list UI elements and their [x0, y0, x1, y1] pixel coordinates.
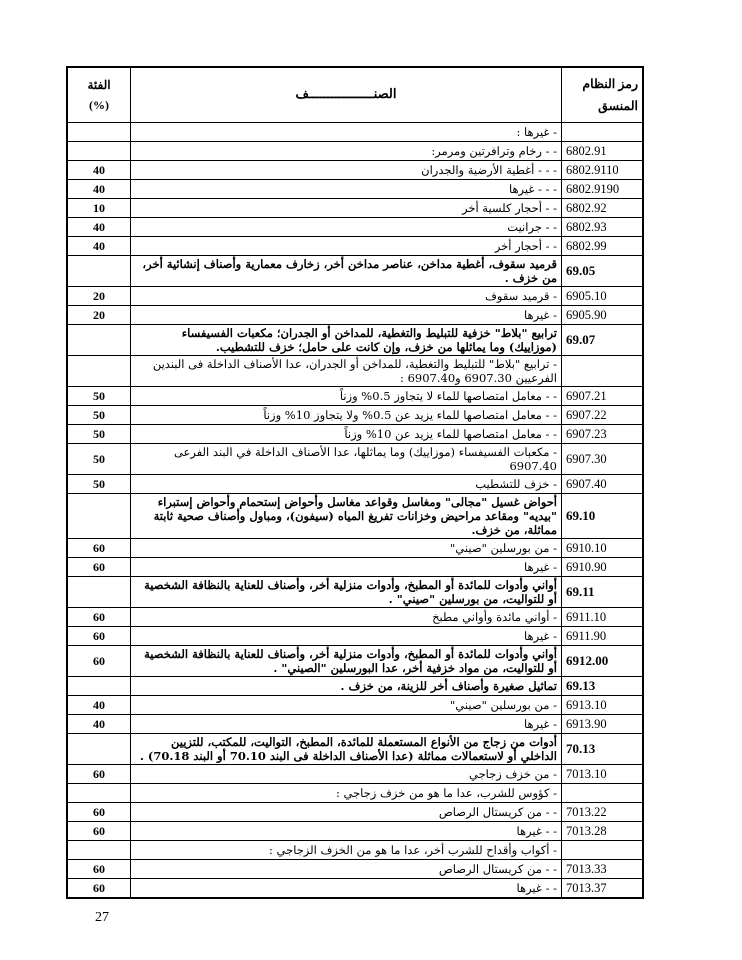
code-cell: 6905.10: [562, 287, 644, 306]
description-cell: - قرميد سقوف: [131, 287, 562, 306]
description-cell: - من بورسلين "صيني": [131, 696, 562, 715]
rate-cell: [67, 841, 131, 860]
rate-cell: 20: [67, 306, 131, 325]
code-column-header: رمز النظام المنسق: [562, 67, 644, 123]
rate-cell: 60: [67, 765, 131, 784]
code-cell: [562, 123, 644, 142]
table-row: [67, 558, 643, 577]
table-body: [67, 123, 643, 899]
description-cell: - غيرها: [131, 306, 562, 325]
code-cell: 6913.10: [562, 696, 644, 715]
code-cell: 6911.90: [562, 627, 644, 646]
description-cell: - - معامل امتصاصها للماء يزيد عن 10% وزناً: [131, 425, 562, 444]
description-cell: - - غيرها: [131, 822, 562, 841]
table-row: [67, 784, 643, 803]
page-number: 27: [95, 910, 109, 925]
code-cell: 6802.92: [562, 199, 644, 218]
description-column-header: الصنـــــــــــــــــف: [131, 67, 562, 123]
code-cell: 6907.21: [562, 387, 644, 406]
code-cell: 6802.91: [562, 142, 644, 161]
description-cell: - - غيرها: [131, 879, 562, 899]
rate-cell: 50: [67, 406, 131, 425]
table-row: [67, 696, 643, 715]
code-cell: 69.11: [562, 577, 644, 608]
code-cell: 6912.00: [562, 646, 644, 677]
code-cell: 6802.93: [562, 218, 644, 237]
table-row: [67, 425, 643, 444]
code-cell: 7013.28: [562, 822, 644, 841]
table-row: [67, 577, 643, 608]
description-cell: قرميد سقوف، أغطية مداخن، عناصر مداخن أخر، زخارف معمارية وأصناف إنشائية أخر، من خزف .: [131, 256, 562, 287]
rate-cell: 60: [67, 646, 131, 677]
rate-cell: [67, 494, 131, 539]
table-row: [67, 860, 643, 879]
table-row: [67, 161, 643, 180]
description-cell: - كؤوس للشرب، عدا ما هو من خزف زجاجي :: [131, 784, 562, 803]
rate-cell: 60: [67, 627, 131, 646]
description-cell: أحواض غسيل "مجالى" ومغاسل وقواعد مغاسل وأحواض إستحمام وأحواض إستبراء "بيديه" ومقاعد مراحيض وخزانات تفريغ المياه (سيفون)، ومباول وأصناف صحية ثابتة مماثلة، من خزف.: [131, 494, 562, 539]
rate-cell: 50: [67, 475, 131, 494]
code-cell: 6802.9190: [562, 180, 644, 199]
table-row: [67, 306, 643, 325]
code-cell: 6802.99: [562, 237, 644, 256]
description-cell: - - من كريستال الرصاص: [131, 860, 562, 879]
code-cell: 6907.22: [562, 406, 644, 425]
rate-cell: 60: [67, 558, 131, 577]
description-cell: - - رخام وترافرتين ومرمر:: [131, 142, 562, 161]
code-cell: 6907.30: [562, 444, 644, 475]
table-row: [67, 494, 643, 539]
code-cell: 6907.23: [562, 425, 644, 444]
description-cell: - من بورسلين "صيني": [131, 539, 562, 558]
description-cell: - غيرها: [131, 558, 562, 577]
code-cell: 6907.40: [562, 475, 644, 494]
table-header-row: [67, 67, 643, 123]
rate-cell: 20: [67, 287, 131, 306]
code-cell: 70.13: [562, 734, 644, 765]
description-cell: - أواني مائدة وأواني مطبخ: [131, 608, 562, 627]
description-cell: - - معامل امتصاصها للماء لا يتجاوز 0.5% وزناً: [131, 387, 562, 406]
code-cell: 69.07: [562, 325, 644, 356]
table-row: [67, 475, 643, 494]
table-row: [67, 218, 643, 237]
code-cell: 6910.10: [562, 539, 644, 558]
code-cell: [562, 784, 644, 803]
rate-cell: [67, 142, 131, 161]
description-cell: - غيرها :: [131, 123, 562, 142]
rate-cell: 40: [67, 161, 131, 180]
table-row: [67, 406, 643, 425]
table-row: [67, 287, 643, 306]
rate-cell: 60: [67, 803, 131, 822]
rate-cell: 50: [67, 444, 131, 475]
code-cell: 6913.90: [562, 715, 644, 734]
code-cell: [562, 356, 644, 387]
description-cell: - من خزف زجاجي: [131, 765, 562, 784]
code-cell: 7013.10: [562, 765, 644, 784]
description-cell: - - - غيرها: [131, 180, 562, 199]
description-cell: - - أحجار كلسية أخر: [131, 199, 562, 218]
table-row: [67, 325, 643, 356]
table-row: [67, 608, 643, 627]
rate-header-label: الفئة: [87, 78, 111, 92]
table-row: [67, 765, 643, 784]
table-row: [67, 539, 643, 558]
description-cell: أواني وأدوات للمائدة أو المطبخ، وأدوات منزلية أخر، وأصناف للعناية بالنظافة الشخصية أو للتواليت، من بورسلين "صيني" .: [131, 577, 562, 608]
table-row: [67, 677, 643, 696]
table-row: [67, 715, 643, 734]
description-cell: - - - أغطية الأرضية والجدران: [131, 161, 562, 180]
table-row: [67, 627, 643, 646]
rate-cell: [67, 677, 131, 696]
rate-cell: 10: [67, 199, 131, 218]
description-cell: - - أحجار أخر: [131, 237, 562, 256]
rate-header-unit: (%): [89, 98, 109, 112]
code-cell: 7013.37: [562, 879, 644, 899]
code-cell: 69.13: [562, 677, 644, 696]
table-row: [67, 803, 643, 822]
rate-cell: 60: [67, 608, 131, 627]
table-row: [67, 142, 643, 161]
code-cell: 6905.90: [562, 306, 644, 325]
table-row: [67, 734, 643, 765]
code-cell: 6910.90: [562, 558, 644, 577]
rate-cell: [67, 734, 131, 765]
table-row: [67, 646, 643, 677]
table-row: [67, 444, 643, 475]
table-row: [67, 879, 643, 899]
code-cell: 6802.9110: [562, 161, 644, 180]
rate-cell: 60: [67, 860, 131, 879]
description-cell: أدوات من زجاج من الأنواع المستعملة للمائدة، المطبخ، التواليت، للمكتب، للتزيين الداخلي أو لاستعمالات مماثلة (عدا الأصناف الداخلة فى البند 70.10 أو البند 70.18) .: [131, 734, 562, 765]
table-row: [67, 256, 643, 287]
table-row: [67, 356, 643, 387]
description-cell: أواني وأدوات للمائدة أو المطبخ، وأدوات منزلية أخر، وأصناف للعناية بالنظافة الشخصية أو للتواليت، من مواد خزفية أخر، عدا البورسلين "الصيني" .: [131, 646, 562, 677]
table-row: [67, 237, 643, 256]
rate-cell: [67, 784, 131, 803]
description-cell: تماثيل صغيرة وأصناف أخر للزينة، من خزف .: [131, 677, 562, 696]
code-cell: 7013.22: [562, 803, 644, 822]
table-row: [67, 822, 643, 841]
rate-cell: 50: [67, 425, 131, 444]
description-cell: - - من كريستال الرصاص: [131, 803, 562, 822]
rate-cell: 50: [67, 387, 131, 406]
description-cell: - غيرها: [131, 627, 562, 646]
description-cell: - أكواب وأقداح للشرب أخر، عدا ما هو من الخزف الزجاجي :: [131, 841, 562, 860]
code-cell: 7013.33: [562, 860, 644, 879]
tariff-table: [66, 66, 644, 899]
rate-cell: [67, 325, 131, 356]
rate-cell: 40: [67, 237, 131, 256]
description-cell: - - جرانيت: [131, 218, 562, 237]
code-cell: 6911.10: [562, 608, 644, 627]
rate-cell: 40: [67, 696, 131, 715]
table-row: [67, 841, 643, 860]
description-cell: ترابيع "بلاط" خزفية للتبليط والتغطية، للمداخن أو الجدران؛ مكعبات الفسيفساء (موزاييك) وما يماثلها من خزف، وإن كانت على حامل؛ خزف للتشطيب.: [131, 325, 562, 356]
table-row: [67, 199, 643, 218]
tariff-page: [66, 66, 644, 899]
table-row: [67, 387, 643, 406]
rate-cell: 60: [67, 879, 131, 899]
rate-cell: [67, 256, 131, 287]
table-row: [67, 123, 643, 142]
rate-cell: 60: [67, 822, 131, 841]
rate-column-header: [67, 67, 131, 123]
rate-cell: 40: [67, 715, 131, 734]
rate-cell: [67, 577, 131, 608]
description-cell: - خزف للتشطيب: [131, 475, 562, 494]
rate-cell: 60: [67, 539, 131, 558]
rate-cell: [67, 123, 131, 142]
table-row: [67, 180, 643, 199]
description-cell: - مكعبات الفسيفساء (موزاييك) وما يماثلها، عدا الأصناف الداخلة في البند الفرعى 6907.40: [131, 444, 562, 475]
code-cell: 69.10: [562, 494, 644, 539]
rate-cell: 40: [67, 218, 131, 237]
description-cell: - ترابيع "بلاط" للتبليط والتغطية، للمداخن أو الجدران، عدا الأصناف الداخلة فى البندين الفرعيين 6907.30 و6907.40 :: [131, 356, 562, 387]
code-cell: 69.05: [562, 256, 644, 287]
description-cell: - - معامل امتصاصها للماء يزيد عن 0.5% ولا يتجاوز 10% وزناً: [131, 406, 562, 425]
rate-cell: [67, 356, 131, 387]
description-cell: - غيرها: [131, 715, 562, 734]
rate-cell: 40: [67, 180, 131, 199]
code-cell: [562, 841, 644, 860]
